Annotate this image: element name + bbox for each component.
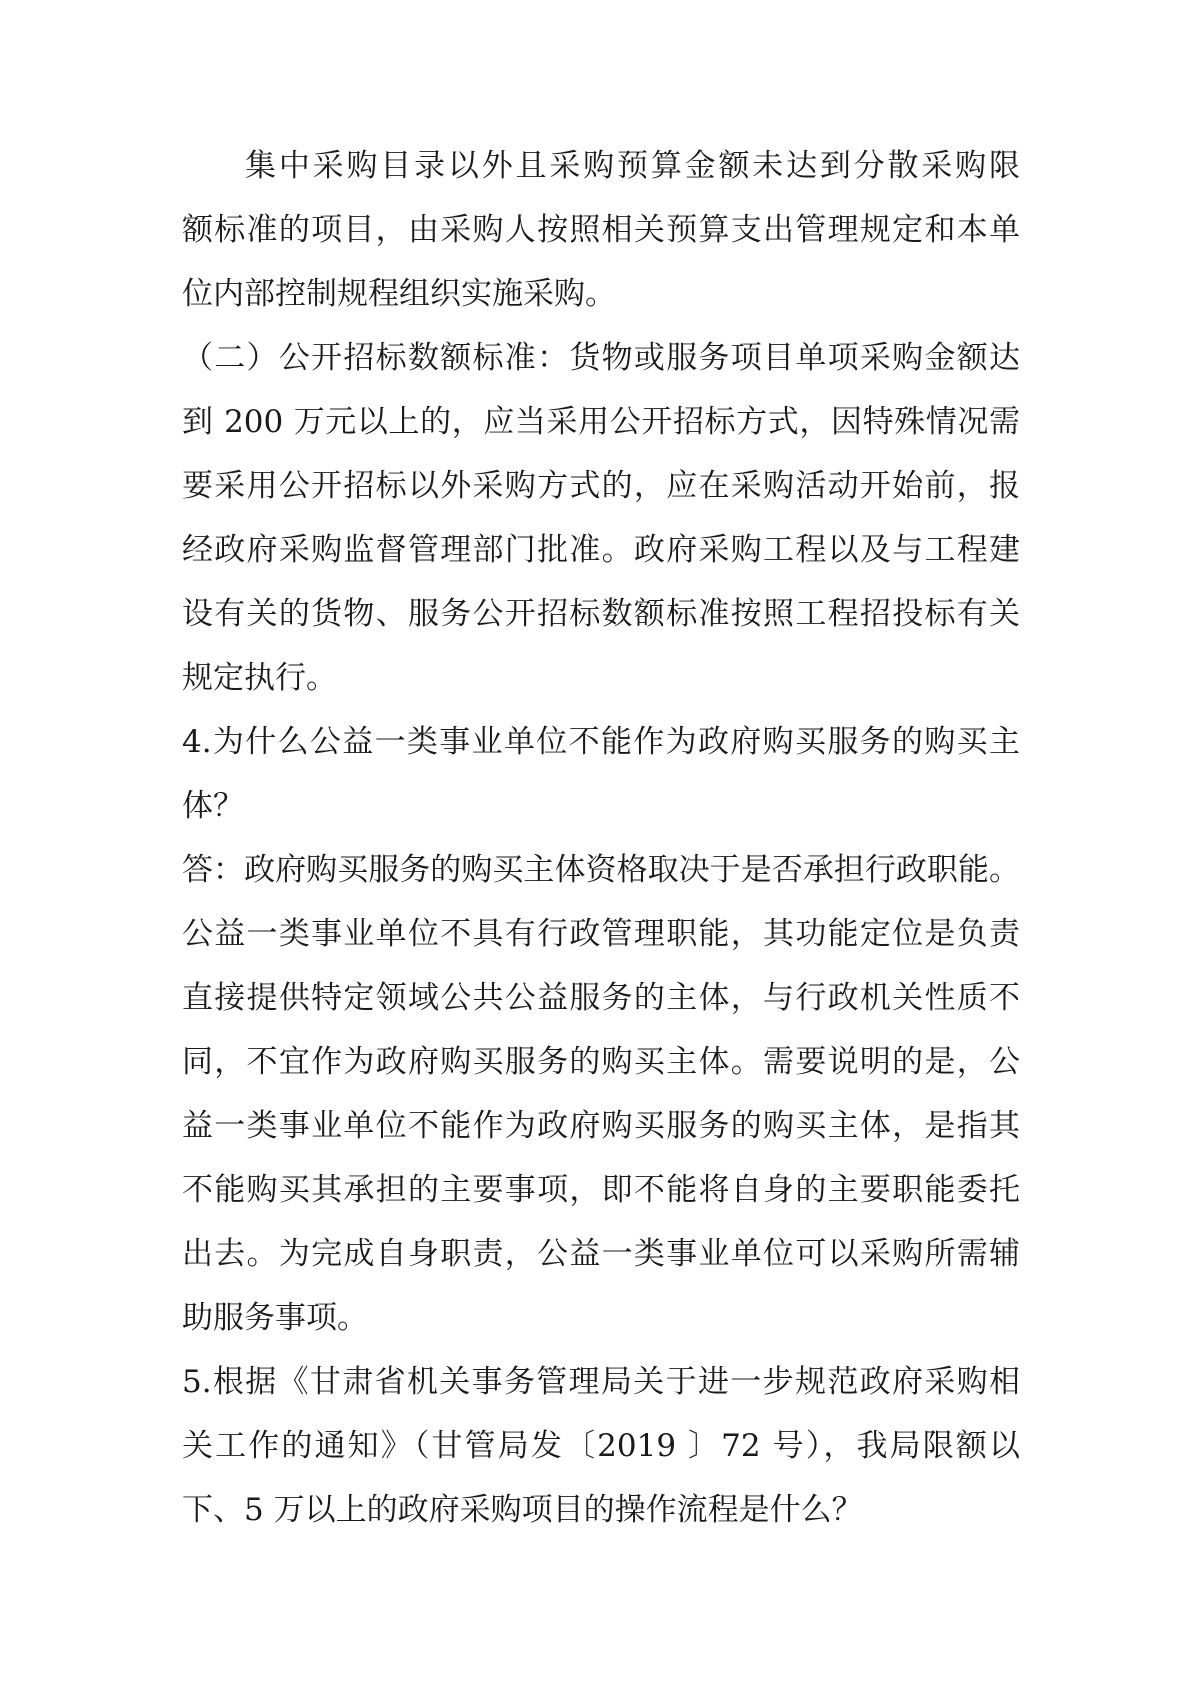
text-line: 规定执行。 (182, 660, 337, 696)
text-line: 下、5 万以上的政府采购项目的操作流程是什么？ (182, 1492, 863, 1528)
text-line: 同，不宜作为政府购买服务的购买主体。需要说明的是，公 (182, 1044, 1020, 1080)
text-line: （二）公开招标数额标准：货物或服务项目单项采购金额达 (182, 340, 1020, 376)
text-line: 设有关的货物、服务公开招标数额标准按照工程招投标有关 (182, 596, 1020, 632)
text-line: 到 200 万元以上的，应当采用公开招标方式，因特殊情况需 (182, 404, 1020, 440)
text-line: 5.根据《甘肃省机关事务管理局关于进一步规范政府采购相 (182, 1364, 1020, 1400)
text-line: 经政府采购监督管理部门批准。政府采购工程以及与工程建 (182, 532, 1020, 568)
text-line: 答：政府购买服务的购买主体资格取决于是否承担行政职能。 (182, 852, 1020, 888)
text-line: 助服务事项。 (182, 1300, 368, 1336)
text-line: 额标准的项目，由采购人按照相关预算支出管理规定和本单 (182, 212, 1020, 248)
text-line: 公益一类事业单位不具有行政管理职能，其功能定位是负责 (182, 916, 1020, 952)
text-line: 出去。为完成自身职责，公益一类事业单位可以采购所需辅 (182, 1236, 1020, 1272)
text-line: 直接提供特定领域公共公益服务的主体，与行政机关性质不 (182, 980, 1020, 1016)
text-line: 不能购买其承担的主要事项，即不能将自身的主要职能委托 (182, 1172, 1020, 1208)
text-line: 体？ (182, 788, 244, 824)
text-line: 集中采购目录以外且采购预算金额未达到分散采购限 (245, 148, 1020, 184)
body-text (182, 134, 1020, 1542)
text-line: 4.为什么公益一类事业单位不能作为政府购买服务的购买主 (182, 724, 1020, 760)
text-line: 关工作的通知》（甘管局发〔2019 〕72 号），我局限额以 (182, 1428, 1020, 1464)
text-line: 益一类事业单位不能作为政府购买服务的购买主体，是指其 (182, 1108, 1020, 1144)
text-line: 要采用公开招标以外采购方式的，应在采购活动开始前，报 (182, 468, 1020, 504)
text-line: 位内部控制规程组织实施采购。 (182, 276, 616, 312)
